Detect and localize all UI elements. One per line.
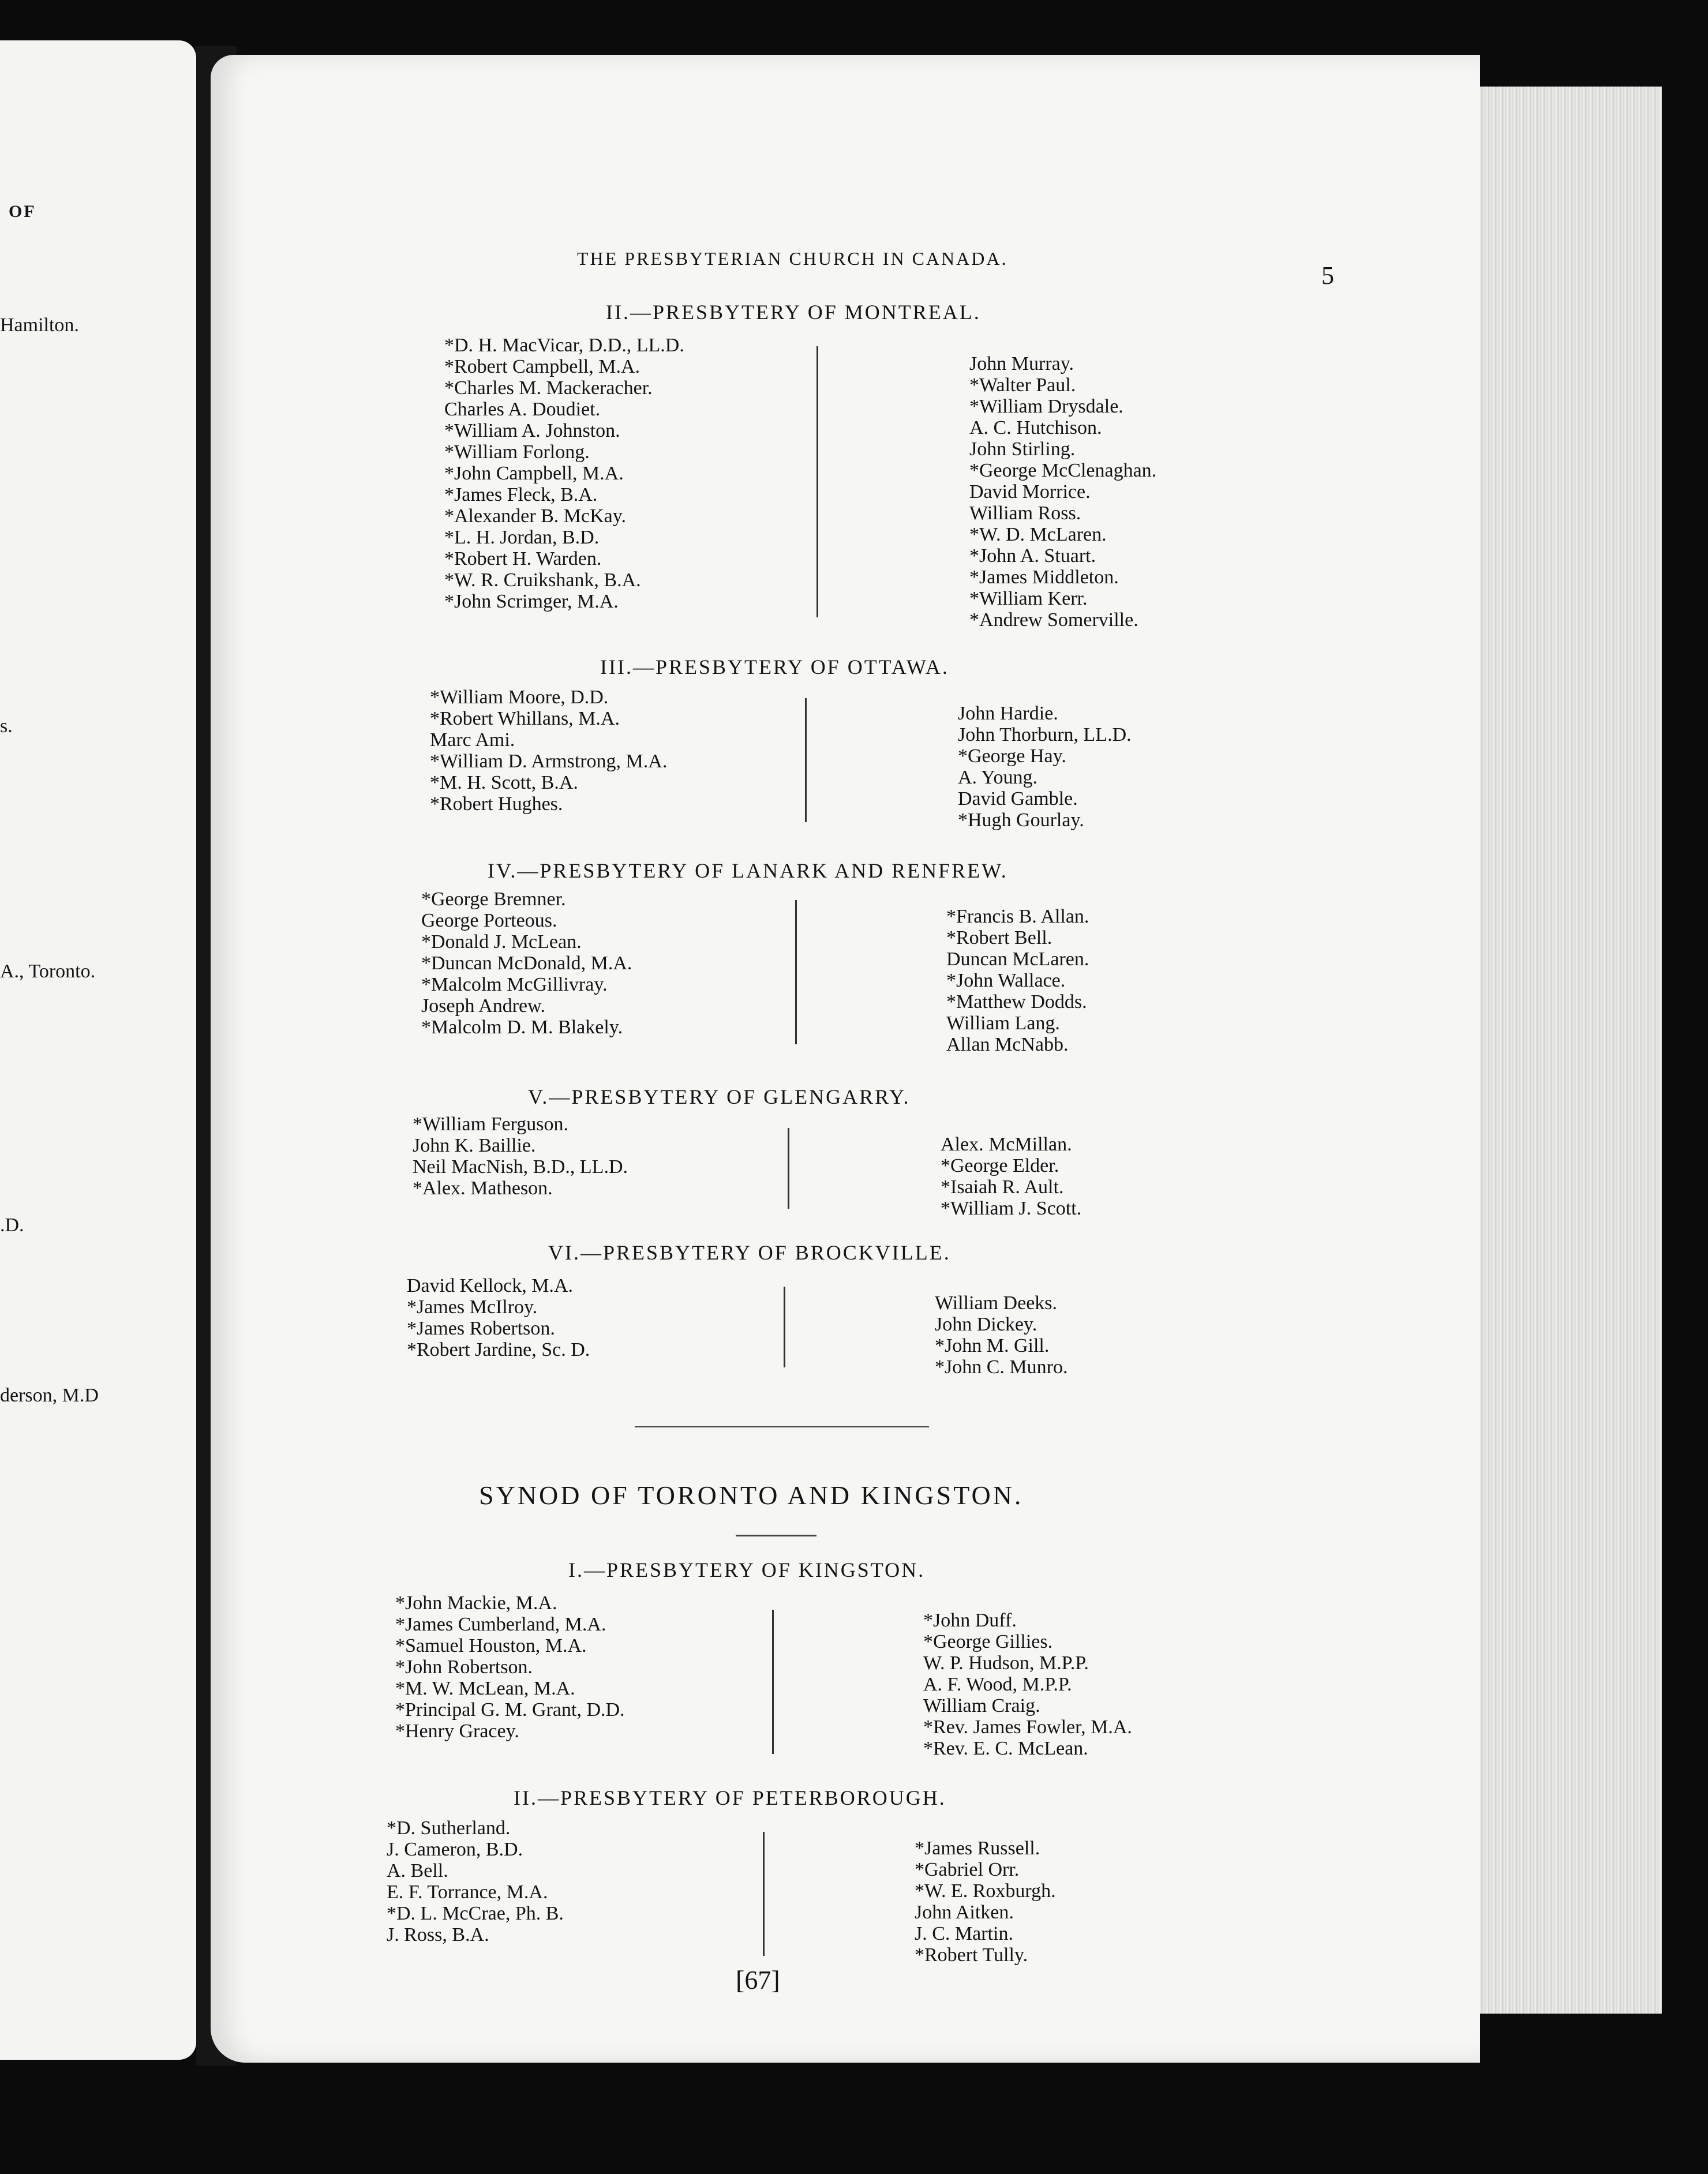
- member-name: A. Young.: [958, 767, 1037, 788]
- member-name: *W. R. Cruikshank, B.A.: [444, 569, 641, 591]
- column-divider: [805, 698, 807, 822]
- member-name: John Murray.: [969, 353, 1074, 374]
- member-name: *W. D. McLaren.: [969, 524, 1107, 545]
- member-name: *Rev. James Fowler, M.A.: [923, 1716, 1132, 1738]
- member-name: E. F. Torrance, M.A.: [387, 1881, 548, 1903]
- member-name: *James Fleck, B.A.: [444, 484, 598, 505]
- main-page: [211, 55, 1480, 2063]
- member-name: *D. Sutherland.: [387, 1817, 511, 1839]
- member-name: David Kellock, M.A.: [407, 1275, 574, 1296]
- left-column: [430, 687, 667, 815]
- member-name: *George Gillies.: [923, 1631, 1053, 1652]
- left-fragment: A., Toronto.: [0, 961, 96, 982]
- page-number: 5: [1321, 261, 1334, 290]
- member-name: A. Bell.: [387, 1860, 448, 1881]
- member-name: *William Forlong.: [444, 441, 590, 463]
- member-name: *Matthew Dodds.: [946, 991, 1087, 1013]
- left-column: [387, 1817, 564, 1946]
- left-fragment: s.: [0, 715, 13, 737]
- member-name: *D. L. McCrae, Ph. B.: [387, 1903, 564, 1924]
- right-column: [969, 353, 1156, 631]
- member-name: *William D. Armstrong, M.A.: [430, 751, 668, 772]
- member-name: *Robert Jardine, Sc. D.: [407, 1339, 590, 1360]
- member-name: Marc Ami.: [430, 729, 515, 751]
- member-name: A. F. Wood, M.P.P.: [923, 1674, 1072, 1695]
- member-name: John Aitken.: [915, 1902, 1014, 1923]
- member-name: William Ross.: [969, 503, 1081, 524]
- member-name: *Alexander B. McKay.: [444, 505, 627, 527]
- member-name: J. Cameron, B.D.: [387, 1839, 523, 1860]
- member-name: *James McIlroy.: [407, 1296, 538, 1318]
- member-name: *William A. Johnston.: [444, 420, 620, 441]
- right-column: [935, 1292, 1068, 1378]
- member-name: J. C. Martin.: [915, 1923, 1013, 1944]
- right-column: [923, 1610, 1132, 1759]
- member-name: *Francis B. Allan.: [946, 906, 1089, 927]
- right-column: [946, 906, 1089, 1055]
- member-name: *Robert Whillans, M.A.: [430, 708, 620, 729]
- member-name: *James Cumberland, M.A.: [395, 1614, 606, 1635]
- member-name: William Craig.: [923, 1695, 1040, 1716]
- section-rule: [635, 1426, 929, 1427]
- member-name: *Robert Campbell, M.A.: [444, 356, 640, 377]
- member-name: *Walter Paul.: [969, 374, 1076, 396]
- member-name: *Alex. Matheson.: [413, 1178, 553, 1199]
- member-name: John Thorburn, LL.D.: [958, 724, 1132, 745]
- member-name: *John C. Munro.: [935, 1356, 1068, 1378]
- member-name: *William Moore, D.D.: [430, 687, 609, 708]
- synod-rule: [736, 1535, 816, 1536]
- member-name: *M. H. Scott, B.A.: [430, 772, 578, 793]
- member-name: *Hugh Gourlay.: [958, 809, 1084, 831]
- column-divider: [763, 1832, 765, 1956]
- left-column: [395, 1592, 625, 1742]
- member-name: George Porteous.: [421, 910, 557, 931]
- folio-number: [67]: [736, 1965, 780, 1995]
- member-name: *M. W. McLean, M.A.: [395, 1678, 575, 1699]
- member-name: *George Hay.: [958, 745, 1066, 767]
- member-name: David Morrice.: [969, 481, 1091, 503]
- column-divider: [816, 346, 818, 617]
- member-name: *John Mackie, M.A.: [395, 1592, 557, 1614]
- member-name: A. C. Hutchison.: [969, 417, 1102, 438]
- section-heading: IV.—PRESBYTERY OF LANARK AND RENFREW.: [488, 859, 1008, 882]
- member-name: *Principal G. M. Grant, D.D.: [395, 1699, 625, 1721]
- right-column: [958, 703, 1132, 831]
- member-name: William Deeks.: [935, 1292, 1058, 1314]
- member-name: David Gamble.: [958, 788, 1078, 809]
- member-name: *Robert Hughes.: [430, 793, 563, 815]
- member-name: *Robert Tully.: [915, 1944, 1028, 1966]
- column-divider: [772, 1610, 774, 1754]
- member-name: *Isaiah R. Ault.: [941, 1176, 1064, 1198]
- member-name: *Robert H. Warden.: [444, 548, 602, 569]
- member-name: *L. H. Jordan, B.D.: [444, 527, 600, 548]
- member-name: Alex. McMillan.: [941, 1134, 1072, 1155]
- member-name: *John Scrimger, M.A.: [444, 591, 619, 612]
- member-name: *John A. Stuart.: [969, 545, 1096, 567]
- member-name: Charles A. Doudiet.: [444, 399, 601, 420]
- left-column: [444, 335, 684, 612]
- member-name: Allan McNabb.: [946, 1034, 1069, 1055]
- left-fragment: OF: [9, 202, 36, 221]
- member-name: William Lang.: [946, 1013, 1060, 1034]
- member-name: *Rev. E. C. McLean.: [923, 1738, 1088, 1759]
- member-name: *Duncan McDonald, M.A.: [421, 953, 632, 974]
- member-name: *Malcolm McGillivray.: [421, 974, 608, 995]
- member-name: John Dickey.: [935, 1314, 1037, 1335]
- section-heading: III.—PRESBYTERY OF OTTAWA.: [600, 655, 949, 679]
- member-name: *Samuel Houston, M.A.: [395, 1635, 587, 1656]
- page-edges: [1471, 87, 1662, 2014]
- member-name: *William Ferguson.: [413, 1114, 568, 1135]
- member-name: *John Robertson.: [395, 1656, 533, 1678]
- member-name: *John Wallace.: [946, 970, 1066, 991]
- member-name: *Gabriel Orr.: [915, 1859, 1020, 1880]
- member-name: *John Duff.: [923, 1610, 1017, 1631]
- member-name: *Henry Gracey.: [395, 1721, 519, 1742]
- left-facing-page: [0, 40, 196, 2060]
- column-divider: [784, 1287, 785, 1367]
- column-divider: [788, 1128, 789, 1209]
- left-fragment: derson, M.D: [0, 1385, 99, 1406]
- member-name: Neil MacNish, B.D., LL.D.: [413, 1156, 628, 1178]
- member-name: W. P. Hudson, M.P.P.: [923, 1652, 1089, 1674]
- left-column: [413, 1114, 628, 1199]
- left-fragment: Hamilton.: [0, 314, 79, 336]
- member-name: *Donald J. McLean.: [421, 931, 582, 953]
- column-divider: [795, 900, 797, 1044]
- section-heading: V.—PRESBYTERY OF GLENGARRY.: [528, 1085, 911, 1108]
- left-fragment: .D.: [0, 1215, 24, 1236]
- member-name: *William J. Scott.: [941, 1198, 1082, 1219]
- member-name: Duncan McLaren.: [946, 949, 1089, 970]
- section-heading: I.—PRESBYTERY OF KINGSTON.: [568, 1558, 926, 1581]
- member-name: *Malcolm D. M. Blakely.: [421, 1017, 623, 1038]
- member-name: John Hardie.: [958, 703, 1058, 724]
- member-name: J. Ross, B.A.: [387, 1924, 489, 1946]
- member-name: *Andrew Somerville.: [969, 609, 1138, 631]
- right-column: [915, 1838, 1056, 1966]
- member-name: *George Elder.: [941, 1155, 1059, 1176]
- left-column: [407, 1275, 590, 1360]
- member-name: *James Robertson.: [407, 1318, 555, 1339]
- section-heading: II.—PRESBYTERY OF PETERBOROUGH.: [514, 1786, 946, 1809]
- member-name: John K. Baillie.: [413, 1135, 536, 1156]
- member-name: *George Bremner.: [421, 889, 566, 910]
- member-name: *William Drysdale.: [969, 396, 1123, 417]
- right-column: [941, 1134, 1081, 1219]
- member-name: *James Middleton.: [969, 567, 1119, 588]
- member-name: *D. H. MacVicar, D.D., LL.D.: [444, 335, 684, 356]
- member-name: *James Russell.: [915, 1838, 1040, 1859]
- running-head: THE PRESBYTERIAN CHURCH IN CANADA.: [577, 248, 1008, 269]
- left-column: [421, 889, 632, 1038]
- section-heading: VI.—PRESBYTERY OF BROCKVILLE.: [548, 1241, 951, 1264]
- member-name: John Stirling.: [969, 438, 1076, 460]
- synod-heading: SYNOD OF TORONTO AND KINGSTON.: [479, 1480, 1024, 1510]
- member-name: *Robert Bell.: [946, 927, 1052, 949]
- member-name: Joseph Andrew.: [421, 995, 545, 1017]
- member-name: *Charles M. Mackeracher.: [444, 377, 653, 399]
- section-heading: II.—PRESBYTERY OF MONTREAL.: [606, 301, 981, 324]
- member-name: *John M. Gill.: [935, 1335, 1050, 1356]
- member-name: *George McClenaghan.: [969, 460, 1157, 481]
- member-name: *William Kerr.: [969, 588, 1088, 609]
- member-name: *W. E. Roxburgh.: [915, 1880, 1056, 1902]
- member-name: *John Campbell, M.A.: [444, 463, 624, 484]
